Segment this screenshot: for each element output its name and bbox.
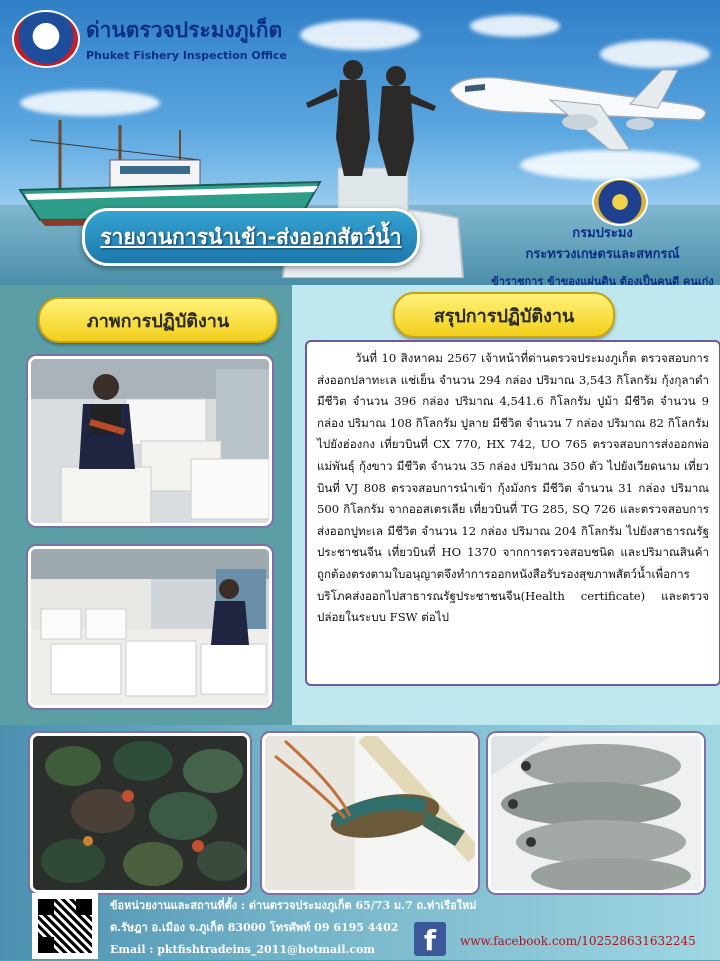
department-seal-icon — [592, 178, 648, 226]
photo-chilled-fish — [488, 733, 704, 893]
email-text[interactable]: Email : pktfishtradeins_2011@hotmail.com — [110, 943, 376, 956]
fishery-inspection-logo — [12, 10, 80, 68]
qr-code-pattern — [38, 899, 92, 953]
contact-info — [110, 895, 530, 961]
address-line-1: ข้อหน่วยงานและสถานที่ตั้ง : ด่านตรวจประมงภูเก็ต 65/73 ม.7 ถ.ท่าเรือใหม่ — [110, 899, 477, 912]
facebook-link[interactable]: www.facebook.com/102528631632245 — [460, 934, 696, 948]
cloud — [300, 20, 420, 50]
photo-warehouse-inspection — [28, 546, 272, 708]
photo-spiny-lobster — [262, 733, 478, 893]
header-banner — [0, 0, 720, 285]
department-block — [490, 222, 715, 285]
airplane-image — [430, 50, 720, 160]
cloud — [470, 15, 560, 37]
qr-code-image[interactable] — [32, 893, 98, 959]
summary-section-label — [393, 292, 615, 338]
summary-section-label-text: สรุปการปฏิบัติงาน — [433, 305, 575, 327]
address-line-2: ต.รัษฎา อ.เมือง จ.ภูเก็ต 83000 โทรศัพท์ 09 6195 4402 — [110, 921, 399, 934]
motto: ข้าราชการ ข้าของแผ่นดิน ต้องเป็นคนดี คนเก่ง — [491, 275, 714, 285]
facebook-icon[interactable]: f — [414, 922, 446, 956]
ministry-name: กระทรวงเกษตรและสหกรณ์ — [525, 247, 680, 262]
report-title: รายงานการนำเข้า-ส่งออกสัตว์น้ำ — [100, 224, 402, 249]
photos-section-label-text: ภาพการปฏิบัติงาน — [86, 310, 230, 332]
report-title-banner — [82, 208, 420, 266]
office-name-thai: ด่านตรวจประมงภูเก็ต — [86, 18, 283, 42]
cloud — [20, 90, 160, 116]
photo-officer-inspecting-boxes — [28, 356, 272, 526]
photos-section-label — [38, 297, 278, 343]
summary-text-box — [305, 340, 720, 686]
summary-text: วันที่ 10 สิงหาคม 2567 เจ้าหน้าที่ด่านตรวจประมงภูเก็ต ตรวจสอบการส่งออกปลาทะเล แช่เย็น จำนวน 294 กล่อง ปริมาณ 3,543 กิโลกรัม กุ้งกุลาดำ มีชีวิต จำนวน 396 กล่อง ปริมาณ 4,541.6 กิโลกรัม ปูม้า มีชีวิต จำนวน 9 กล่อง ปริมาณ 108 กิโลกรัม ปูลาย มีชีวิต จำนวน 7 กล่อง ปริมาณ 82 กิโลกรัม ไปยังฮ่องกง เที่ยวบินที่ CX 770, HX 742, UO 765 ตรวจสอบการส่งออกพ่อแม่พันธุ์ กุ้งขาว มีชีวิต จำนวน 35 กล่อง ปริมาณ 350 ตัว ไปยังเวียดนาม เที่ยวบินที่ VJ 808 ตรวจสอบการนำเข้า กุ้งมังกร มีชีวิต จำนวน 31 กล่อง ปริมาณ 500 กิโลกรัม จากออสเตรเลีย เที่ยวบินที่ TG 285, SQ 726 และตรวจสอบการส่งออกปูทะเล มีชีวิต จำนวน 12 กล่อง ปริมาณ 204 กิโลกรัม ไปยังสาธารณรัฐประชาชนจีน เที่ยวบินที่ HO 1370 จากการตรวจสอบชนิด และปริมาณสินค้าถูกต้องตรงตามใบอนุญาตจึงทำการออกหนังสือรับรองสุขภาพสัตว์น้ำเพื่อการบริโภคส่งออกไปสาธารณรัฐประชาชนจีน(Health certificate) และตรวจปล่อยในระบบ FSW ต่อไป — [317, 351, 709, 625]
department-name: กรมประมง — [572, 226, 633, 241]
photo-mud-crabs — [30, 733, 250, 893]
office-name-english: Phuket Fishery Inspection Office — [86, 49, 288, 62]
office-title-block — [86, 14, 287, 62]
